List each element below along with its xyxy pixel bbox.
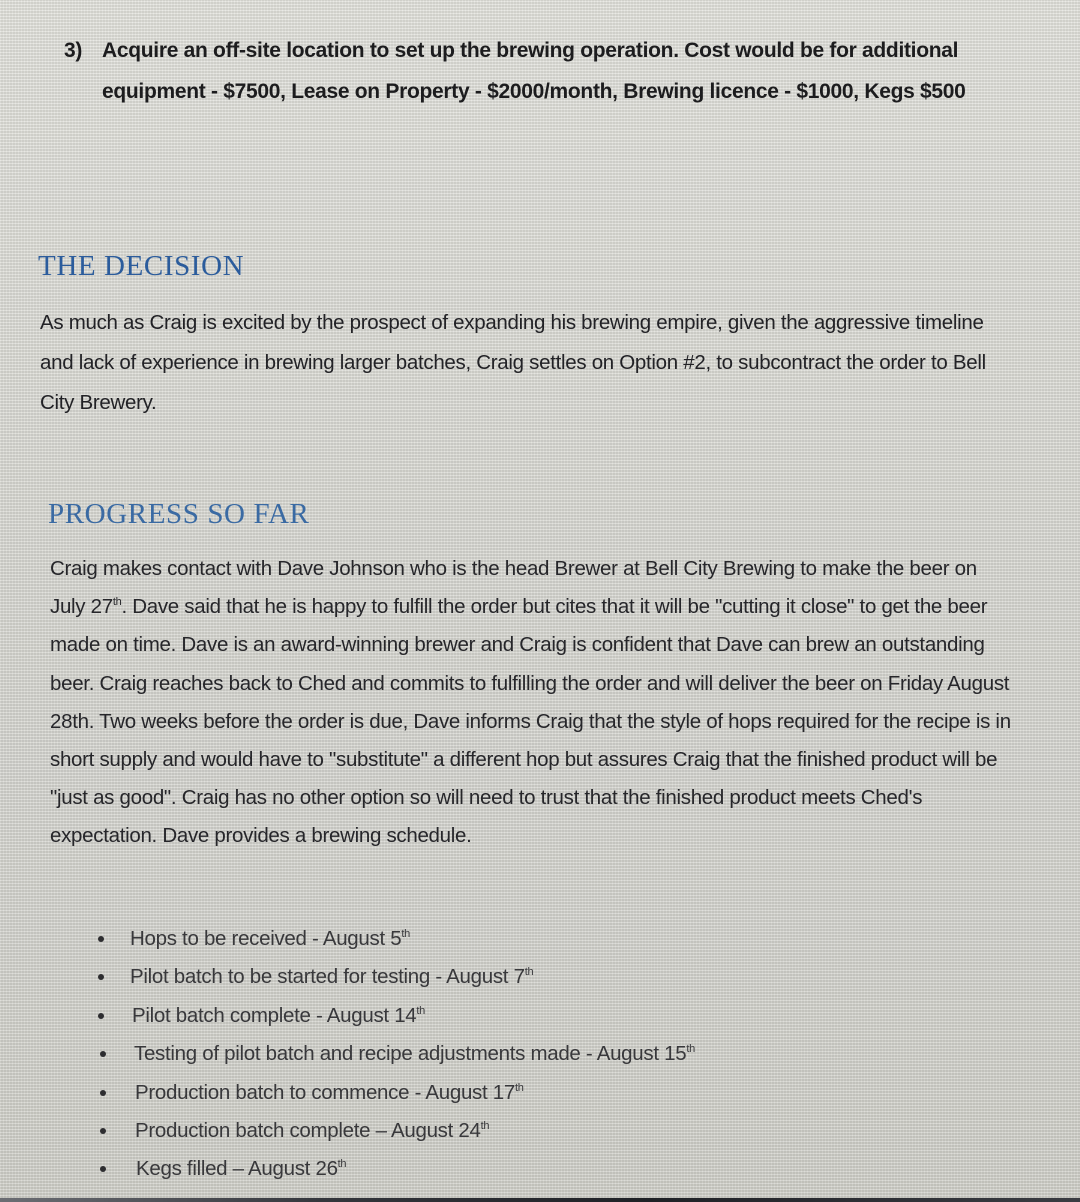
option-3-item bbox=[64, 30, 1024, 112]
ordinal-suffix: th bbox=[416, 1004, 425, 1017]
bullet-icon bbox=[100, 1090, 106, 1096]
ordinal-suffix: th bbox=[112, 596, 122, 609]
decision-heading: THE DECISION bbox=[38, 250, 245, 282]
schedule-item-text: Hops to be received - August 5 bbox=[130, 927, 402, 950]
schedule-item-text: Production batch complete – August 24 bbox=[135, 1118, 481, 1142]
option-3-text: Acquire an off-site location to set up the brewing operation. Cost would be for additional equipment - $7500, Lease on Property - $2000/month, Brewing licence - $1000, Kegs $500 bbox=[102, 39, 966, 103]
ordinal-suffix: th bbox=[686, 1043, 695, 1056]
schedule-item-text: Pilot batch to be started for testing - August 7 bbox=[130, 965, 525, 989]
ordinal-suffix: th bbox=[515, 1081, 524, 1094]
ordinal-suffix: th bbox=[480, 1119, 490, 1132]
ordinal-suffix: th bbox=[401, 928, 410, 940]
ordinal-suffix: th bbox=[337, 1158, 347, 1171]
bullet-icon bbox=[100, 1128, 106, 1134]
bullet-icon bbox=[98, 936, 104, 942]
schedule-item-text: Pilot batch complete - August 14 bbox=[132, 1003, 417, 1027]
bullet-icon bbox=[98, 1013, 104, 1019]
progress-paragraph bbox=[50, 550, 1015, 856]
monitor-bezel-edge bbox=[0, 1198, 1080, 1202]
progress-text-part1: Craig makes contact with Dave Johnson who is the head Brewer at Bell City Brewing to make the beer on July 27 bbox=[50, 557, 977, 619]
decision-paragraph: As much as Craig is excited by the prospect of expanding his brewing empire, given the aggressive timeline and lack of experience in brewing larger batches, Craig settles on Option #2, to subcontract the order to Bell City Brewery. bbox=[40, 311, 986, 414]
bullet-icon bbox=[100, 1166, 106, 1172]
option-3-number: 3) bbox=[64, 39, 83, 62]
schedule-item-text: Testing of pilot batch and recipe adjustments made - August 15 bbox=[134, 1042, 687, 1066]
progress-heading: PROGRESS SO FAR bbox=[48, 498, 310, 530]
schedule-item-text: Production batch to commence - August 17 bbox=[135, 1080, 516, 1104]
progress-text-part2: . Dave said that he is happy to fulfill the order but cites that it will be "cutting it close" to get the beer made on time. Dave is an award-winning brewer and Craig is confident that Dave can brew an outstanding beer. Craig reaches back to Ched and commits to fulfilling the order and will deliver the beer on Friday August 28th. Two weeks before the order is due, Dave informs Craig that the style of hops required for the recipe is in short supply and would have to "substitute" a different hop but assures Craig that the finished product will be "just as good". Craig has no other option so will need to trust that the finished product meets Ched's expectation. Dave provides a brewing schedule. bbox=[50, 595, 1011, 848]
bullet-icon bbox=[100, 1051, 106, 1057]
ordinal-suffix: th bbox=[524, 966, 534, 979]
bullet-icon bbox=[98, 974, 104, 980]
schedule-item-text: Kegs filled – August 26 bbox=[136, 1157, 338, 1181]
